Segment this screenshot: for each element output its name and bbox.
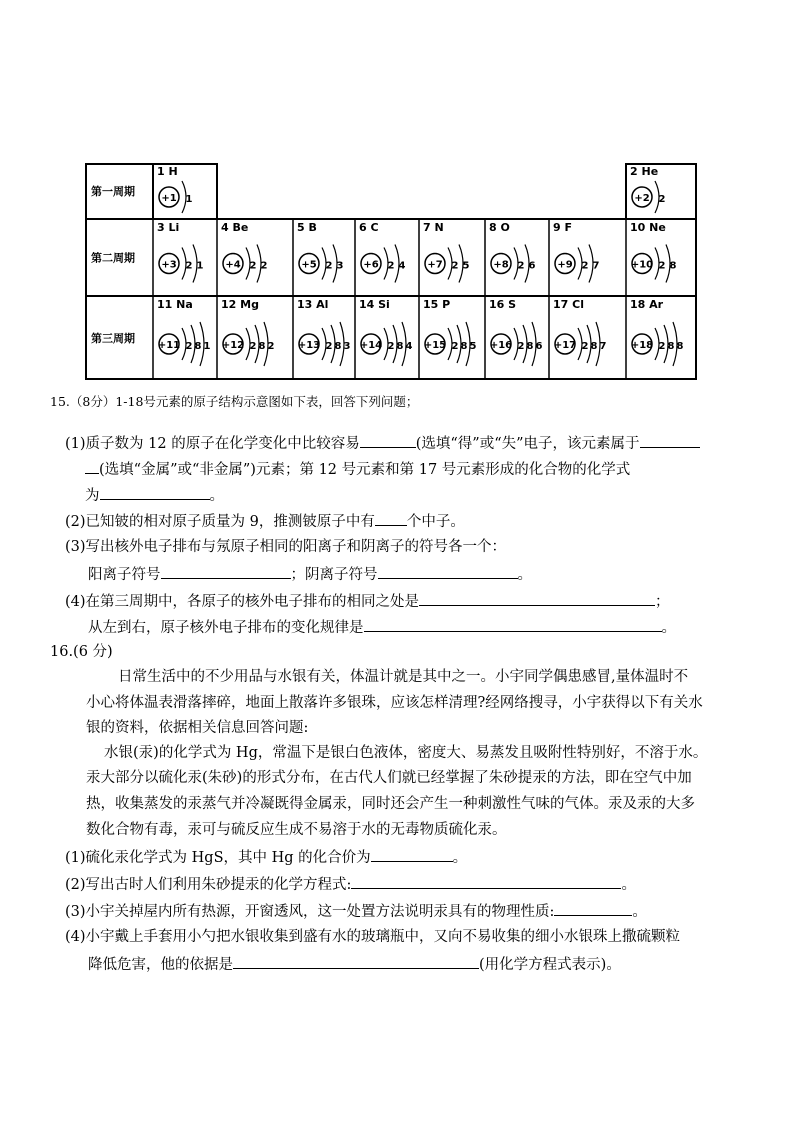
shell-electron-count: 2 [325, 341, 333, 352]
shell-electron-count: 1 [203, 341, 211, 352]
element-cell [157, 221, 204, 283]
element-label: 17 Cl [553, 298, 584, 311]
q16-blank-reaction[interactable] [233, 953, 479, 969]
shell-electron-count: 1 [185, 194, 193, 205]
element-label: 13 Al [297, 298, 329, 311]
element-label: 9 F [553, 221, 572, 234]
element-cell [297, 298, 351, 366]
q16-question3: (3)小宇关掉屋内所有热源，开窗透风，这一处置方法说明汞具有的物理性质: 。 [65, 900, 647, 922]
element-label: 14 Si [359, 298, 390, 311]
shell-electron-count: 2 [581, 341, 589, 352]
element-cell [630, 221, 677, 283]
shell-electron-count: 8 [258, 341, 266, 352]
q15-blank-similarity[interactable] [419, 590, 655, 606]
shell-electron-count: 2 [658, 341, 666, 352]
q16-para1-line3: 银的资料，依据相关信息回答问题: [86, 720, 309, 736]
element-cell [359, 221, 406, 283]
shell-electron-count: 3 [336, 260, 344, 272]
shell-electron-count: 7 [599, 341, 607, 352]
shell-electron-count: 2 [581, 260, 589, 272]
shell-electron-count: 8 [669, 260, 677, 272]
q16-para2-line3: 热，收集蒸发的汞蒸气并冷凝既得金属汞，同时还会产生一种刺激性气味的气体。汞及汞的大多 [86, 796, 695, 812]
shell-electron-count: 7 [592, 260, 600, 272]
nucleus-charge: +6 [363, 259, 379, 271]
shell-electron-count: 8 [526, 341, 534, 352]
element-label: 8 O [489, 221, 510, 234]
element-cell [157, 165, 193, 213]
shell-electron-count: 8 [590, 341, 598, 352]
q15-blank-metal-type-cont [85, 458, 99, 474]
element-cell [157, 298, 211, 366]
q15-blank-neutrons[interactable] [375, 510, 407, 526]
shell-electron-count: 2 [451, 260, 459, 272]
element-cell [423, 298, 477, 366]
q15-blank-metal-type[interactable] [640, 432, 700, 448]
nucleus-charge: +15 [423, 340, 447, 351]
q16-question2: (2)写出古时人们利用朱砂提汞的化学方程式: 。 [65, 873, 636, 895]
shell-electron-count: 2 [267, 341, 275, 352]
shell-electron-count: 8 [194, 341, 202, 352]
nucleus-charge: +8 [493, 259, 509, 271]
nucleus-charge: +1 [161, 193, 177, 204]
shell-electron-count: 2 [517, 260, 525, 272]
nucleus-charge: +13 [297, 340, 321, 351]
q15-part1-line2: (选填“金属”或“非金属”)元素；第 12 号元素和第 17 号元素形成的化合物的化学式 [85, 458, 630, 480]
shell-electron-count: 2 [325, 260, 333, 272]
shell-electron-count: 2 [249, 341, 257, 352]
element-cell [553, 221, 600, 283]
q16-blank-property[interactable] [554, 900, 632, 916]
q15-part1-line1: (1)质子数为 12 的原子在化学变化中比较容易 (选填“得”或“失”电子，该元素属于 [65, 432, 700, 454]
element-label: 11 Na [157, 298, 193, 311]
atomic-structure-table [85, 163, 697, 380]
element-label: 15 P [423, 298, 451, 311]
q15-part3: (3)写出核外电子排布与氖原子相同的阳离子和阴离子的符号各一个： [65, 539, 507, 555]
nucleus-charge: +3 [161, 259, 177, 271]
element-label: 18 Ar [630, 298, 664, 311]
shell-electron-count: 2 [658, 194, 666, 205]
shell-electron-count: 2 [387, 260, 395, 272]
shell-electron-count: 2 [658, 260, 666, 272]
shell-electron-count: 5 [462, 260, 470, 272]
shell-electron-count: 8 [396, 341, 404, 352]
shell-electron-count: 2 [451, 341, 459, 352]
q16-para1-line1: 日常生活中的不少用品与水银有关，体温计就是其中之一。小宇同学偶患感冒,量体温时不 [118, 669, 689, 685]
period-label: 第三周期 [91, 332, 135, 345]
q16-blank-equation[interactable] [351, 873, 621, 889]
nucleus-charge: +2 [634, 193, 650, 204]
q15-header: 15.（8分）1-18号元素的原子结构示意图如下表，回答下列问题； [50, 394, 419, 409]
q15-part4: (4)在第三周期中，各原子的核外电子排布的相同之处是 ； [65, 590, 670, 612]
nucleus-charge: +12 [221, 340, 245, 351]
q15-blank-gain-lose[interactable] [360, 432, 416, 448]
q16-header: 16.(6 分) [50, 644, 113, 660]
element-label: 3 Li [157, 221, 180, 234]
q15-blank-anion[interactable] [378, 563, 518, 579]
shell-electron-count: 3 [343, 341, 351, 352]
shell-electron-count: 2 [185, 260, 193, 272]
shell-electron-count: 6 [535, 341, 543, 352]
q16-question4-line1: (4)小宇戴上手套用小勺把水银收集到盛有水的玻璃瓶中，又向不易收集的细小水银珠上撒硫颗粒 [65, 929, 681, 945]
shell-electron-count: 2 [260, 260, 268, 272]
q16-para2-line4: 数化合物有毒，汞可与硫反应生成不易溶于水的无毒物质硫化汞。 [86, 822, 507, 838]
shell-electron-count: 4 [405, 341, 413, 352]
nucleus-charge: +17 [553, 340, 577, 351]
period-label: 第二周期 [91, 251, 135, 265]
element-cell [630, 165, 666, 213]
element-cell [630, 298, 684, 366]
nucleus-charge: +18 [630, 340, 654, 351]
shell-electron-count: 8 [667, 341, 675, 352]
q16-para2-line1: 水银(汞)的化学式为 Hg，常温下是银白色液体，密度大、易蒸发且吸附性特别好，不溶于水。 [104, 745, 708, 761]
atomic-structure-svg [85, 163, 697, 380]
q16-question1: (1)硫化汞化学式为 HgS，其中 Hg 的化合价为 。 [65, 846, 467, 868]
element-label: 4 Be [221, 221, 249, 234]
q16-para2-line2: 汞大部分以硫化汞(朱砂)的形式分布，在古代人们就已经掌握了朱砂提汞的方法，即在空气中加 [86, 770, 692, 786]
period-label: 第一周期 [91, 185, 135, 198]
shell-electron-count: 8 [334, 341, 342, 352]
element-label: 2 He [630, 165, 659, 178]
shell-electron-count: 8 [460, 341, 468, 352]
nucleus-charge: +14 [359, 340, 383, 351]
shell-electron-count: 2 [517, 341, 525, 352]
element-cell [359, 298, 413, 366]
q16-blank-valence[interactable] [371, 846, 453, 862]
element-label: 10 Ne [630, 221, 666, 234]
shell-electron-count: 8 [676, 341, 684, 352]
element-cell [221, 298, 275, 366]
element-label: 1 H [157, 165, 178, 178]
q16-question4-line2: 降低危害，他的依据是 (用化学方程式表示)。 [88, 953, 621, 975]
q16-para1-line2: 小心将体温表滑落摔碎，地面上散落许多银珠，应该怎样清理?经网络搜寻，小宇获得以下有关水 [86, 695, 703, 711]
element-cell [553, 298, 607, 366]
q15-blank-trend[interactable] [364, 616, 662, 632]
shell-electron-count: 6 [528, 260, 536, 272]
shell-electron-count: 4 [398, 260, 406, 272]
q15-blank-formula[interactable] [100, 484, 210, 500]
element-label: 5 B [297, 221, 317, 234]
nucleus-charge: +7 [427, 259, 443, 271]
shell-electron-count: 2 [185, 341, 193, 352]
nucleus-charge: +4 [225, 259, 241, 271]
q15-part1-line3: 为 。 [85, 484, 224, 506]
element-label: 12 Mg [221, 298, 259, 311]
nucleus-charge: +16 [489, 340, 513, 351]
element-cell [489, 298, 543, 366]
shell-electron-count: 2 [249, 260, 257, 272]
shell-electron-count: 5 [469, 341, 477, 352]
q15-part4-line2: 从左到右，原子核外电子排布的变化规律是 。 [88, 616, 676, 638]
nucleus-charge: +10 [630, 259, 654, 271]
element-label: 6 C [359, 221, 379, 234]
element-label: 7 N [423, 221, 444, 234]
q15-blank-cation[interactable] [161, 563, 291, 579]
shell-electron-count: 1 [196, 260, 204, 272]
element-cell [423, 221, 470, 283]
shell-electron-count: 2 [387, 341, 395, 352]
element-label: 16 S [489, 298, 517, 311]
element-cell [297, 221, 344, 283]
element-cell [489, 221, 536, 283]
nucleus-charge: +5 [301, 259, 317, 271]
q15-part3-answers: 阳离子符号 ；阴离子符号 。 [88, 563, 532, 585]
q15-part2: (2)已知铍的相对原子质量为 9，推测铍原子中有 个中子。 [65, 510, 465, 532]
nucleus-charge: +9 [557, 259, 573, 271]
element-cell [221, 221, 268, 283]
nucleus-charge: +11 [157, 340, 181, 351]
